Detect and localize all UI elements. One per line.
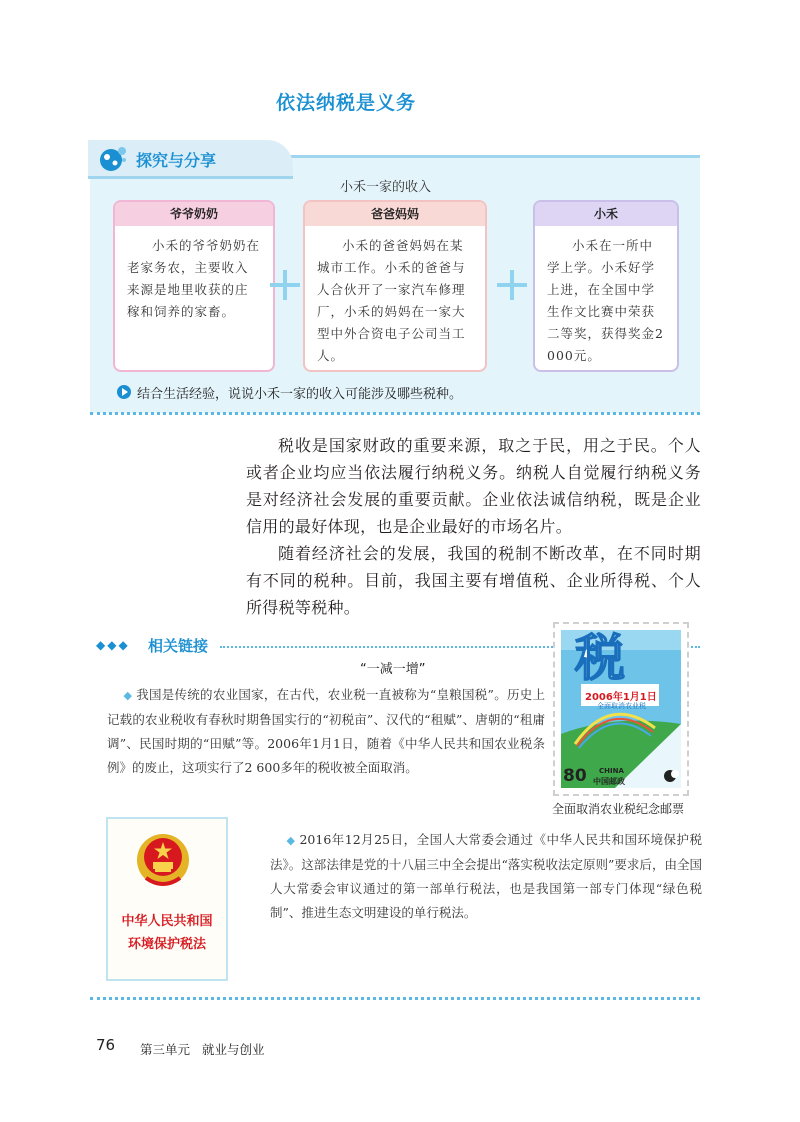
footer-unit: 第三单元 — [140, 1042, 191, 1057]
commemorative-stamp — [553, 622, 689, 796]
plus-icon — [497, 270, 527, 300]
stamp-value: 80 — [563, 766, 587, 786]
card-text: 小禾的爷爷奶奶在老家务农，主要收入来源是地里收获的庄稼和饲养的家畜。 — [127, 238, 261, 319]
paragraph-text: 2016年12月25日，全国人大常委会通过《中华人民共和国环境保护税法》。这部法律是党的十八届三中全会提出“落实税收法定原则”要求后，由全国人大常委会审议通过的第一部单行税法，也是我国第一部专门体现“绿色税制”、推进生态文明建设的单行税法。 — [270, 832, 703, 920]
card-text: 小禾在一所中学上学。小禾好学上进，在全国中学生作文比赛中荣获二等奖，获得奖金2 000元。 — [547, 238, 664, 363]
discussion-task: 结合生活经验，说说小禾一家的收入可能涉及哪些税种。 — [137, 387, 463, 402]
dotted-divider — [90, 997, 700, 1000]
income-title: 小禾一家的收入 — [340, 180, 432, 195]
diamond-icon: ◆◆◆ — [96, 638, 130, 652]
footer-topic: 就业与创业 — [202, 1042, 265, 1057]
body-paragraph: 随着经济社会的发展，我国的税制不断改革，在不同时期有不同的税种。目前，我国主要有增值税、企业所得税、个人所得税等税种。 — [246, 544, 701, 617]
stamp-subtitle: 全面取消农业税 — [597, 702, 646, 710]
body-text — [246, 432, 701, 621]
national-emblem-icon — [134, 830, 192, 892]
related-links-title: 相关链接 — [148, 637, 209, 655]
section-heading: 依法纳税是义务 — [276, 92, 417, 114]
card-label: 小禾 — [535, 202, 677, 226]
stamp-country: CHINA — [599, 767, 624, 775]
diamond-bullet-icon: ◆ — [123, 689, 133, 702]
dotted-divider — [90, 412, 700, 415]
income-card-parents — [303, 200, 487, 372]
body-paragraph: 税收是国家财政的重要来源，取之于民，用之于民。个人或者企业均应当依法履行纳税义务。纳税人自觉履行纳税义务是对经济社会发展的重要贡献。企业依法诚信纳税，既是企业信用的最好体现，也是企业最好的市场名片。 — [246, 436, 701, 536]
card-text: 小禾的爸爸妈妈在某城市工作。小禾的爸爸与人合伙开了一家汽车修理厂，小禾的妈妈在一家大型中外合资电子公司当工人。 — [317, 238, 466, 363]
income-card-grandparents — [113, 200, 275, 372]
law-book-title-line-1: 中华人民共和国 — [121, 914, 213, 929]
stamp-date: 2006年1月1日 — [585, 692, 657, 703]
income-card-xiaohe — [533, 200, 679, 372]
law-book-title-line-2: 环境保护税法 — [127, 937, 206, 952]
plus-icon — [270, 270, 300, 300]
related-paragraph-environmental-tax — [270, 828, 702, 925]
page-number: 76 — [96, 1036, 116, 1054]
arrow-right-icon — [117, 385, 131, 399]
related-links-subtitle: “一减一增” — [360, 662, 426, 677]
related-paragraph-agricultural-tax — [107, 683, 545, 780]
paragraph-text: 我国是传统的农业国家，在古代，农业税一直被称为“皇粮国税”。历史上记载的农业税收有春秋时期鲁国实行的“初税亩”、汉代的“租赋”、唐朝的“租庸调”、民国时期的“田赋”等。2006年1月1日，随着《中华人民共和国农业税条例》的废止，这项实行了2 600多年的税收被全面取消。 — [107, 687, 545, 775]
stamp-big-char: 税 — [575, 629, 631, 687]
card-label: 爷爷奶奶 — [115, 202, 273, 226]
explore-share-icon — [98, 144, 128, 174]
stamp-caption: 全面取消农业税纪念邮票 — [552, 802, 685, 816]
explore-share-title: 探究与分享 — [136, 151, 217, 170]
card-label: 爸爸妈妈 — [305, 202, 485, 226]
stamp-post: 中国邮政 — [593, 777, 625, 786]
diamond-bullet-icon: ◆ — [286, 834, 296, 847]
